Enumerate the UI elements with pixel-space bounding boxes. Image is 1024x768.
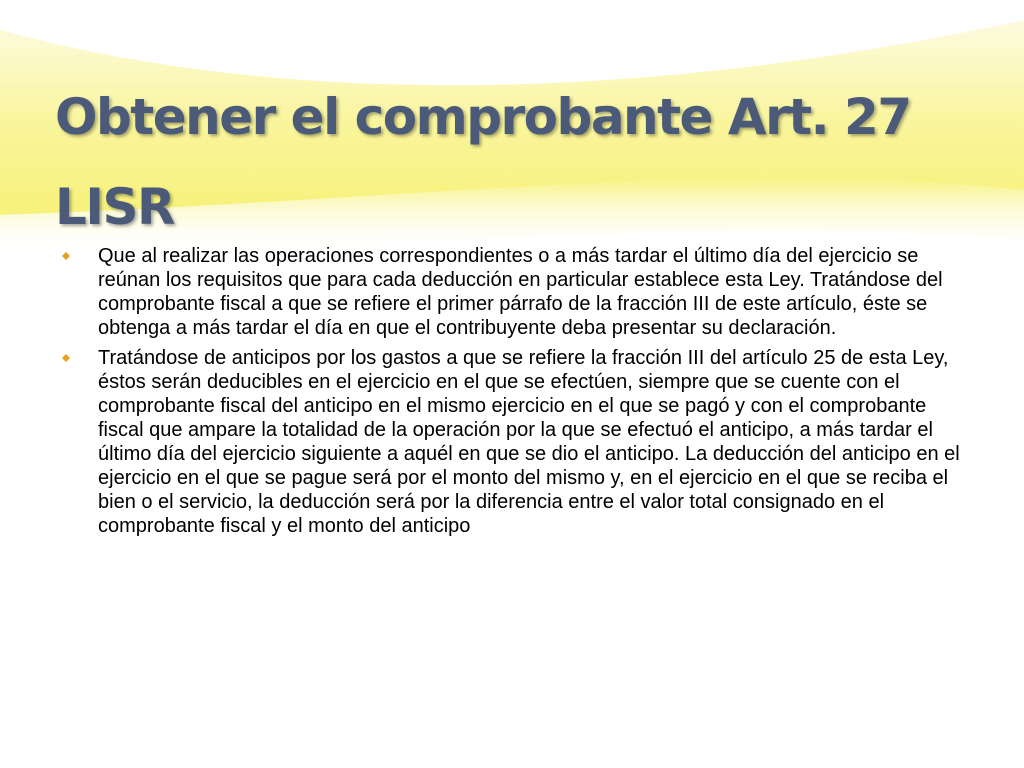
bullet-item (60, 346, 960, 538)
bullet-list (60, 244, 960, 544)
slide-title: Obtener el comprobante Art. 27 LISR (55, 88, 911, 236)
diamond-bullet-icon (62, 252, 70, 260)
bullet-text: Tratándose de anticipos por los gastos a que se refiere la fracción III del artículo 25 de esta Ley, éstos serán deducibles en el ejercicio en el que se efectúen, siempre que se cuente con el comprobante fiscal del anticipo en el mismo ejercicio en el que se pagó y con el comprobante fiscal que ampare la totalidad de la operación por la que se efectuó el anticipo, a más tardar el último día del ejercicio siguiente a aquél en que se dio el anticipo. La deducción del anticipo en el ejercicio en el que se pague será por el monto del mismo y, en el ejercicio en el que se reciba el bien o el servicio, la deducción será por la diferencia entre el valor total consignado en el comprobante fiscal y el monto del anticipo (98, 347, 960, 537)
bullet-item (60, 244, 960, 340)
diamond-bullet-icon (62, 354, 70, 362)
bullet-text: Que al realizar las operaciones correspondientes o a más tardar el último día del ejercicio se reúnan los requisitos que para cada deducción en particular establece esta Ley. Tratándose del comprobante fiscal a que se refiere el primer párrafo de la fracción III de este artículo, éste se obtenga a más tardar el día en que el contribuyente deba presentar su declaración. (98, 245, 943, 339)
